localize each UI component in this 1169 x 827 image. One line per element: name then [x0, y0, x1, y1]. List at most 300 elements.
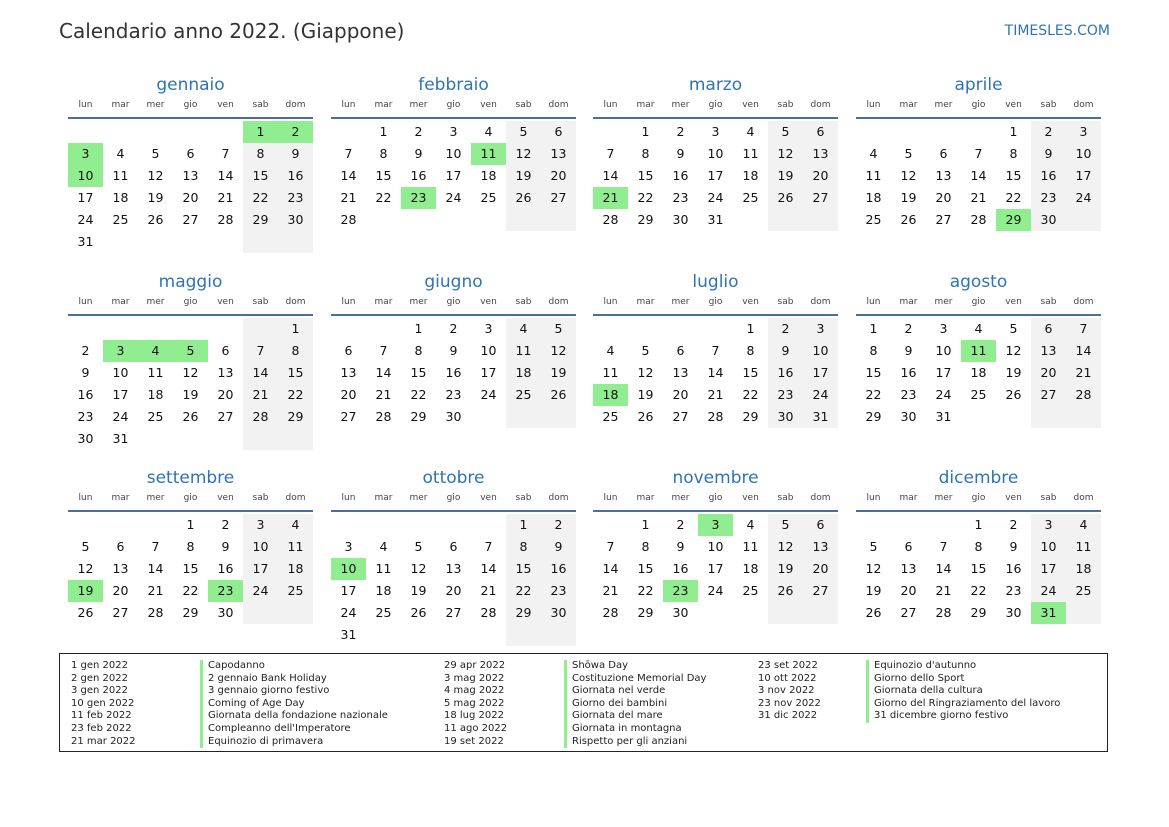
day-cell: 21 [252, 387, 269, 402]
day-cell: 26 [900, 212, 917, 227]
day-cell: 23 [287, 190, 304, 205]
weekday-header [331, 493, 576, 505]
day-cell: 14 [935, 561, 952, 576]
legend-date: 3 nov 2022 [758, 685, 815, 697]
day-cell: 12 [1005, 343, 1022, 358]
header-divider [593, 117, 838, 119]
holiday-day: 18 [593, 384, 628, 406]
day-grid [593, 318, 838, 450]
weekday-label: mer [934, 493, 953, 503]
day-cell: 17 [445, 168, 462, 183]
weekday-label: mar [374, 100, 393, 110]
weekday-label: lun [78, 297, 93, 307]
month-novembre [593, 468, 838, 620]
day-cell: 7 [344, 146, 353, 161]
day-cell: 6 [676, 343, 685, 358]
day-cell: 30 [777, 409, 794, 424]
day-cell: 12 [777, 146, 794, 161]
day-cell: 28 [340, 212, 357, 227]
day-cell: 12 [900, 168, 917, 183]
day-cell: 6 [186, 146, 195, 161]
day-cell: 8 [746, 343, 755, 358]
day-cell: 4 [1079, 517, 1088, 532]
weekday-label: mer [146, 493, 165, 503]
legend-holiday-name: Giornata della cultura [866, 685, 1060, 698]
day-cell: 24 [445, 190, 462, 205]
weekday-label: ven [480, 297, 497, 307]
day-cell: 9 [221, 539, 230, 554]
weekday-header [593, 297, 838, 309]
day-cell: 1 [519, 517, 528, 532]
day-cell: 10 [707, 146, 724, 161]
day-cell: 28 [970, 212, 987, 227]
day-cell: 11 [602, 365, 619, 380]
day-cell: 29 [515, 605, 532, 620]
day-cell: 8 [291, 343, 300, 358]
day-cell: 7 [606, 539, 615, 554]
legend-holiday-name: Equinozio di primavera [200, 736, 388, 749]
weekday-header [593, 493, 838, 505]
weekday-header [331, 297, 576, 309]
day-cell: 9 [291, 146, 300, 161]
day-cell: 9 [1044, 146, 1053, 161]
day-cell: 27 [340, 409, 357, 424]
day-cell: 20 [340, 387, 357, 402]
day-cell: 12 [550, 343, 567, 358]
day-cell: 30 [445, 409, 462, 424]
day-cell: 26 [1005, 387, 1022, 402]
legend-date: 11 feb 2022 [71, 710, 132, 722]
day-cell: 20 [112, 583, 129, 598]
weekday-label: mer [671, 493, 690, 503]
day-cell: 11 [865, 168, 882, 183]
day-cell: 15 [410, 365, 427, 380]
day-cell: 27 [672, 409, 689, 424]
day-cell: 14 [217, 168, 234, 183]
day-cell: 10 [480, 343, 497, 358]
day-grid [331, 121, 576, 253]
day-cell: 18 [375, 583, 392, 598]
day-cell: 20 [217, 387, 234, 402]
day-cell: 22 [742, 387, 759, 402]
day-cell: 27 [550, 190, 567, 205]
weekday-label: mar [374, 493, 393, 503]
day-cell: 25 [112, 212, 129, 227]
month-gennaio [68, 75, 313, 249]
header-divider [593, 314, 838, 316]
day-cell: 12 [77, 561, 94, 576]
weekday-label: gio [971, 100, 986, 110]
weekday-label: sab [777, 297, 794, 307]
weekday-label: mer [671, 100, 690, 110]
weekday-label: mar [899, 493, 918, 503]
legend-date: 31 dic 2022 [758, 710, 818, 722]
day-cell: 23 [777, 387, 794, 402]
day-cell: 11 [147, 365, 164, 380]
weekday-label: lun [341, 297, 356, 307]
day-cell: 9 [904, 343, 913, 358]
day-cell: 24 [707, 190, 724, 205]
day-cell: 2 [904, 321, 913, 336]
holiday-day: 4 [138, 340, 173, 362]
day-cell: 20 [182, 190, 199, 205]
weekday-label: dom [548, 297, 569, 307]
weekday-label: mer [409, 493, 428, 503]
weekday-label: dom [285, 100, 306, 110]
day-cell: 2 [676, 124, 685, 139]
day-cell: 4 [974, 321, 983, 336]
weekday-label: sab [1040, 493, 1057, 503]
month-name: aprile [954, 75, 1003, 95]
holiday-day: 5 [173, 340, 208, 362]
day-cell: 11 [287, 539, 304, 554]
day-cell: 17 [340, 583, 357, 598]
day-cell: 20 [1040, 365, 1057, 380]
day-cell: 25 [515, 387, 532, 402]
weekday-header [593, 100, 838, 112]
month-name: maggio [158, 272, 223, 292]
day-cell: 6 [816, 517, 825, 532]
day-cell: 17 [77, 190, 94, 205]
legend-date: 5 mag 2022 [444, 697, 505, 709]
day-cell: 3 [711, 124, 720, 139]
day-cell: 29 [252, 212, 269, 227]
legend-dates-col [71, 660, 136, 748]
day-cell: 4 [291, 517, 300, 532]
day-cell: 12 [777, 539, 794, 554]
day-cell: 22 [865, 387, 882, 402]
day-cell: 2 [81, 343, 90, 358]
weekday-label: gio [446, 100, 461, 110]
legend-holiday-name: Compleanno dell'Imperatore [200, 723, 388, 736]
day-cell: 15 [287, 365, 304, 380]
day-cell: 28 [602, 605, 619, 620]
day-cell: 21 [1075, 365, 1092, 380]
day-cell: 15 [515, 561, 532, 576]
weekday-label: ven [1005, 297, 1022, 307]
day-cell: 19 [777, 561, 794, 576]
day-cell: 22 [252, 190, 269, 205]
month-luglio [593, 272, 838, 424]
legend-holiday-name: 2 gennaio Bank Holiday [200, 673, 388, 686]
day-cell: 3 [816, 321, 825, 336]
day-cell: 22 [1005, 190, 1022, 205]
day-cell: 12 [865, 561, 882, 576]
weekday-label: gio [708, 100, 723, 110]
holiday-legend [59, 653, 1108, 752]
day-cell: 7 [974, 146, 983, 161]
day-cell: 5 [554, 321, 563, 336]
holiday-day: 23 [401, 187, 436, 209]
day-cell: 5 [414, 539, 423, 554]
legend-names-col [866, 660, 1060, 723]
weekday-label: lun [78, 493, 93, 503]
day-cell: 16 [1005, 561, 1022, 576]
day-cell: 1 [746, 321, 755, 336]
weekday-label: lun [341, 100, 356, 110]
day-cell: 5 [904, 146, 913, 161]
day-cell: 6 [116, 539, 125, 554]
weekday-label: mar [111, 297, 130, 307]
day-cell: 9 [1009, 539, 1018, 554]
day-cell: 15 [1005, 168, 1022, 183]
day-cell: 1 [869, 321, 878, 336]
weekday-label: dom [285, 297, 306, 307]
day-grid [68, 121, 313, 253]
weekday-label: sab [1040, 297, 1057, 307]
day-cell: 24 [1040, 583, 1057, 598]
site-link[interactable]: TIMESLES.COM [1004, 23, 1110, 39]
month-agosto [856, 272, 1101, 424]
weekday-label: lun [603, 493, 618, 503]
weekday-label: gio [183, 493, 198, 503]
day-cell: 19 [1005, 365, 1022, 380]
day-cell: 13 [935, 168, 952, 183]
day-cell: 16 [672, 168, 689, 183]
day-cell: 8 [1009, 146, 1018, 161]
day-cell: 8 [256, 146, 265, 161]
day-cell: 8 [974, 539, 983, 554]
day-cell: 21 [147, 583, 164, 598]
weekday-label: dom [285, 493, 306, 503]
day-cell: 1 [974, 517, 983, 532]
day-cell: 23 [445, 387, 462, 402]
weekday-label: mer [146, 297, 165, 307]
weekday-label: dom [810, 493, 831, 503]
header-divider [856, 510, 1101, 512]
month-settembre [68, 468, 313, 620]
legend-date: 10 gen 2022 [71, 697, 135, 709]
header-divider [68, 314, 313, 316]
day-cell: 16 [77, 387, 94, 402]
day-cell: 31 [77, 234, 94, 249]
day-cell: 14 [480, 561, 497, 576]
day-cell: 14 [707, 365, 724, 380]
day-cell: 19 [900, 190, 917, 205]
day-cell: 2 [1009, 517, 1018, 532]
day-cell: 3 [344, 539, 353, 554]
day-cell: 17 [935, 365, 952, 380]
header-divider [856, 314, 1101, 316]
day-cell: 5 [1009, 321, 1018, 336]
day-cell: 21 [375, 387, 392, 402]
legend-holiday-name: Giornata del mare [564, 710, 706, 723]
day-cell: 18 [1075, 561, 1092, 576]
weekday-label: dom [1073, 100, 1094, 110]
day-cell: 24 [935, 387, 952, 402]
day-cell: 17 [707, 561, 724, 576]
day-cell: 22 [182, 583, 199, 598]
legend-holiday-name: Costituzione Memorial Day [564, 673, 706, 686]
header-divider [331, 117, 576, 119]
holiday-day: 11 [471, 143, 506, 165]
day-cell: 22 [637, 583, 654, 598]
weekday-header [856, 100, 1101, 112]
weekday-label: mar [636, 493, 655, 503]
day-cell: 29 [410, 409, 427, 424]
day-cell: 14 [970, 168, 987, 183]
day-cell: 9 [676, 146, 685, 161]
day-cell: 10 [935, 343, 952, 358]
day-cell: 17 [112, 387, 129, 402]
day-cell: 1 [186, 517, 195, 532]
weekday-label: mar [636, 100, 655, 110]
day-cell: 25 [742, 190, 759, 205]
day-cell: 18 [112, 190, 129, 205]
day-cell: 17 [480, 365, 497, 380]
weekday-label: sab [252, 493, 269, 503]
day-cell: 15 [182, 561, 199, 576]
day-cell: 17 [812, 365, 829, 380]
holiday-day: 31 [1031, 602, 1066, 624]
day-cell: 13 [672, 365, 689, 380]
weekday-header [68, 493, 313, 505]
day-cell: 10 [1040, 539, 1057, 554]
holiday-day: 10 [68, 165, 103, 187]
weekday-label: lun [603, 100, 618, 110]
holiday-day: 3 [698, 514, 733, 536]
day-cell: 15 [375, 168, 392, 183]
legend-date: 4 mag 2022 [444, 685, 505, 697]
day-cell: 23 [1040, 190, 1057, 205]
day-cell: 14 [1075, 343, 1092, 358]
legend-date: 18 lug 2022 [444, 710, 504, 722]
day-cell: 25 [1075, 583, 1092, 598]
day-cell: 24 [480, 387, 497, 402]
day-cell: 6 [904, 539, 913, 554]
day-cell: 8 [869, 343, 878, 358]
day-cell: 5 [641, 343, 650, 358]
legend-date: 3 gen 2022 [71, 685, 129, 697]
day-cell: 11 [515, 343, 532, 358]
day-grid [593, 121, 838, 253]
weekday-label: lun [866, 297, 881, 307]
legend-date: 23 nov 2022 [758, 697, 821, 709]
day-cell: 25 [480, 190, 497, 205]
day-cell: 28 [217, 212, 234, 227]
day-cell: 29 [637, 212, 654, 227]
day-cell: 13 [445, 561, 462, 576]
day-cell: 15 [865, 365, 882, 380]
day-cell: 22 [637, 190, 654, 205]
day-cell: 9 [676, 539, 685, 554]
day-cell: 26 [147, 212, 164, 227]
day-cell: 28 [602, 212, 619, 227]
month-dicembre [856, 468, 1101, 620]
day-cell: 6 [449, 539, 458, 554]
day-cell: 14 [340, 168, 357, 183]
day-cell: 12 [147, 168, 164, 183]
day-cell: 20 [550, 168, 567, 183]
day-cell: 8 [186, 539, 195, 554]
day-grid [856, 318, 1101, 450]
day-cell: 6 [816, 124, 825, 139]
day-cell: 1 [379, 124, 388, 139]
legend-holiday-name: Rispetto per gli anziani [564, 736, 706, 749]
weekday-label: gio [971, 493, 986, 503]
weekday-label: ven [480, 493, 497, 503]
day-cell: 11 [1075, 539, 1092, 554]
legend-date: 1 gen 2022 [71, 660, 129, 671]
day-cell: 31 [112, 431, 129, 446]
day-cell: 17 [1040, 561, 1057, 576]
month-name: settembre [146, 468, 235, 488]
header-divider [68, 117, 313, 119]
day-cell: 19 [777, 168, 794, 183]
day-cell: 4 [484, 124, 493, 139]
month-marzo [593, 75, 838, 227]
day-cell: 26 [637, 409, 654, 424]
legend-holiday-name: Shōwa Day [564, 660, 706, 673]
day-cell: 25 [147, 409, 164, 424]
holiday-day: 3 [103, 340, 138, 362]
month-name: novembre [672, 468, 759, 488]
legend-holiday-name: Giorno del Ringraziamento del lavoro [866, 698, 1060, 711]
day-cell: 24 [812, 387, 829, 402]
day-cell: 14 [252, 365, 269, 380]
day-cell: 30 [672, 605, 689, 620]
day-cell: 13 [217, 365, 234, 380]
day-cell: 24 [112, 409, 129, 424]
day-cell: 7 [256, 343, 265, 358]
legend-holiday-name: Equinozio d'autunno [866, 660, 1060, 673]
legend-date: 2 gen 2022 [71, 672, 129, 684]
day-cell: 7 [939, 539, 948, 554]
day-cell: 19 [410, 583, 427, 598]
day-cell: 19 [550, 365, 567, 380]
day-cell: 3 [484, 321, 493, 336]
day-cell: 29 [637, 605, 654, 620]
day-cell: 27 [812, 583, 829, 598]
day-cell: 19 [637, 387, 654, 402]
legend-date: 3 mag 2022 [444, 672, 505, 684]
day-cell: 6 [344, 343, 353, 358]
legend-holiday-name: Giornata nel verde [564, 685, 706, 698]
day-grid [68, 514, 313, 646]
day-grid [856, 121, 1101, 253]
day-cell: 13 [812, 539, 829, 554]
day-cell: 22 [375, 190, 392, 205]
weekday-header [68, 297, 313, 309]
month-name: agosto [949, 272, 1008, 292]
day-cell: 2 [1044, 124, 1053, 139]
day-cell: 3 [1079, 124, 1088, 139]
day-cell: 23 [900, 387, 917, 402]
day-cell: 21 [602, 583, 619, 598]
month-name: ottobre [422, 468, 485, 488]
weekday-label: ven [742, 100, 759, 110]
weekday-label: gio [971, 297, 986, 307]
day-grid [68, 318, 313, 450]
day-cell: 4 [379, 539, 388, 554]
page-title: Calendario anno 2022. (Giappone) [59, 19, 405, 43]
day-cell: 12 [515, 146, 532, 161]
weekday-label: sab [515, 297, 532, 307]
legend-date: 19 set 2022 [444, 735, 504, 747]
weekday-label: mer [934, 297, 953, 307]
day-cell: 10 [707, 539, 724, 554]
weekday-label: lun [866, 493, 881, 503]
weekday-label: sab [1040, 100, 1057, 110]
day-cell: 20 [672, 387, 689, 402]
month-name: luglio [692, 272, 739, 292]
weekday-label: ven [217, 297, 234, 307]
weekday-label: mar [111, 100, 130, 110]
day-cell: 9 [81, 365, 90, 380]
legend-holiday-name: 31 dicembre giorno festivo [866, 710, 1060, 723]
day-cell: 25 [602, 409, 619, 424]
day-cell: 27 [182, 212, 199, 227]
